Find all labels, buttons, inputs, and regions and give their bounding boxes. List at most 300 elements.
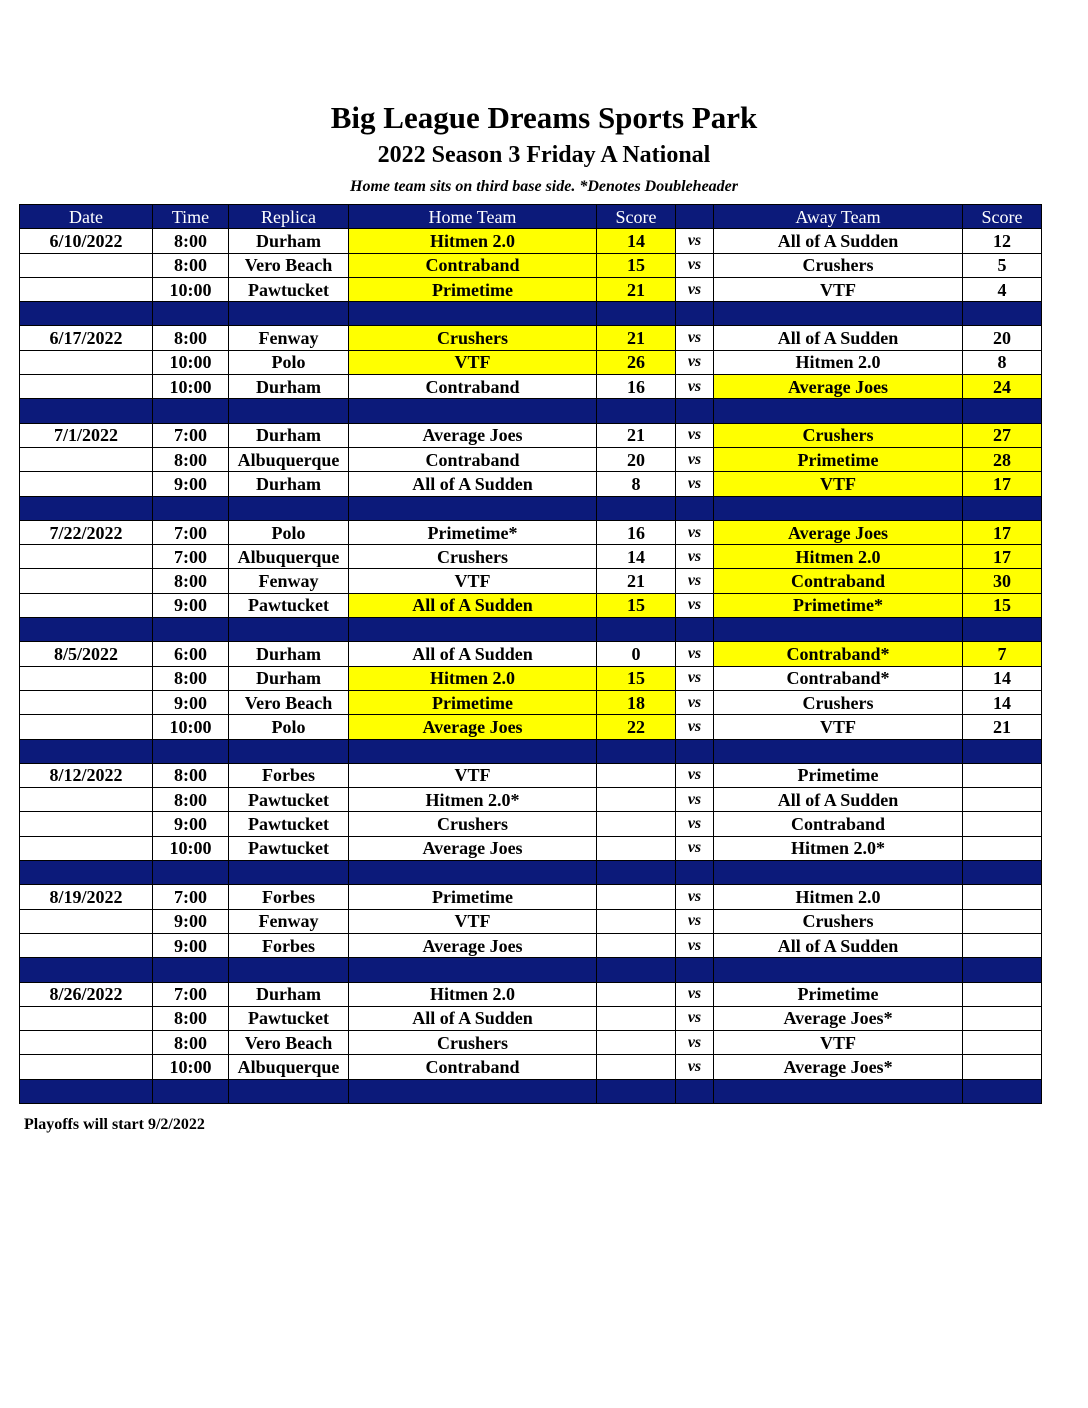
game-date xyxy=(20,350,153,374)
separator-cell xyxy=(963,1079,1042,1103)
away-team: Contraband xyxy=(714,569,963,593)
vs-label: vs xyxy=(676,520,714,544)
game-row xyxy=(20,836,1042,860)
separator-cell xyxy=(20,1079,153,1103)
game-replica: Fenway xyxy=(229,326,349,350)
week-separator-row xyxy=(20,496,1042,520)
vs-label: vs xyxy=(676,690,714,714)
home-score xyxy=(597,763,676,787)
home-score: 15 xyxy=(597,253,676,277)
vs-label: vs xyxy=(676,1006,714,1030)
vs-label: vs xyxy=(676,715,714,739)
away-team: Hitmen 2.0 xyxy=(714,350,963,374)
header-home-score: Score xyxy=(597,205,676,229)
game-replica: Albuquerque xyxy=(229,447,349,471)
vs-label: vs xyxy=(676,593,714,617)
separator-cell xyxy=(714,618,963,642)
vs-label: vs xyxy=(676,545,714,569)
game-date xyxy=(20,375,153,399)
away-team: Hitmen 2.0* xyxy=(714,836,963,860)
home-team: Average Joes xyxy=(349,836,597,860)
separator-cell xyxy=(714,399,963,423)
game-row xyxy=(20,423,1042,447)
separator-cell xyxy=(229,302,349,326)
game-replica: Fenway xyxy=(229,569,349,593)
game-replica: Pawtucket xyxy=(229,593,349,617)
away-team: Crushers xyxy=(714,253,963,277)
vs-label: vs xyxy=(676,642,714,666)
separator-cell xyxy=(20,618,153,642)
separator-cell xyxy=(714,739,963,763)
vs-label: vs xyxy=(676,909,714,933)
game-date: 6/10/2022 xyxy=(20,229,153,253)
schedule-body xyxy=(20,229,1042,1104)
week-separator-row xyxy=(20,861,1042,885)
away-score: 14 xyxy=(963,666,1042,690)
vs-label: vs xyxy=(676,253,714,277)
separator-cell xyxy=(963,496,1042,520)
game-row xyxy=(20,690,1042,714)
separator-cell xyxy=(349,958,597,982)
game-date: 7/22/2022 xyxy=(20,520,153,544)
away-team: Primetime* xyxy=(714,593,963,617)
away-score xyxy=(963,933,1042,957)
game-row xyxy=(20,933,1042,957)
home-team: Average Joes xyxy=(349,423,597,447)
game-replica: Pawtucket xyxy=(229,788,349,812)
game-date: 8/26/2022 xyxy=(20,982,153,1006)
game-time: 10:00 xyxy=(153,375,229,399)
game-replica: Polo xyxy=(229,715,349,739)
game-date xyxy=(20,836,153,860)
home-team: Hitmen 2.0 xyxy=(349,982,597,1006)
game-time: 7:00 xyxy=(153,520,229,544)
game-time: 9:00 xyxy=(153,690,229,714)
game-time: 8:00 xyxy=(153,1006,229,1030)
away-team: Contraband* xyxy=(714,666,963,690)
separator-cell xyxy=(963,618,1042,642)
game-row xyxy=(20,763,1042,787)
away-team: Contraband* xyxy=(714,642,963,666)
away-score: 28 xyxy=(963,447,1042,471)
schedule-note: Home team sits on third base side. *Denotes Doubleheader xyxy=(350,178,738,195)
separator-cell xyxy=(229,861,349,885)
vs-label: vs xyxy=(676,277,714,301)
game-date xyxy=(20,1031,153,1055)
week-separator-row xyxy=(20,302,1042,326)
away-score: 21 xyxy=(963,715,1042,739)
game-row xyxy=(20,982,1042,1006)
game-time: 8:00 xyxy=(153,666,229,690)
away-team: Primetime xyxy=(714,447,963,471)
game-time: 6:00 xyxy=(153,642,229,666)
away-score xyxy=(963,909,1042,933)
game-replica: Forbes xyxy=(229,885,349,909)
home-score: 20 xyxy=(597,447,676,471)
game-replica: Fenway xyxy=(229,909,349,933)
game-time: 7:00 xyxy=(153,423,229,447)
separator-cell xyxy=(153,861,229,885)
separator-cell xyxy=(153,302,229,326)
separator-cell xyxy=(597,399,676,423)
game-date: 8/19/2022 xyxy=(20,885,153,909)
game-time: 10:00 xyxy=(153,350,229,374)
separator-cell xyxy=(229,739,349,763)
game-date xyxy=(20,666,153,690)
game-replica: Polo xyxy=(229,350,349,374)
game-date: 8/5/2022 xyxy=(20,642,153,666)
away-score xyxy=(963,1006,1042,1030)
away-score: 14 xyxy=(963,690,1042,714)
home-team: Primetime* xyxy=(349,520,597,544)
separator-cell xyxy=(714,1079,963,1103)
week-separator-row xyxy=(20,618,1042,642)
page-title: Big League Dreams Sports Park xyxy=(330,100,758,135)
separator-cell xyxy=(349,399,597,423)
home-team: Hitmen 2.0 xyxy=(349,666,597,690)
game-time: 10:00 xyxy=(153,715,229,739)
separator-cell xyxy=(229,399,349,423)
home-score: 21 xyxy=(597,423,676,447)
away-score: 27 xyxy=(963,423,1042,447)
game-date xyxy=(20,472,153,496)
away-score xyxy=(963,885,1042,909)
home-score: 15 xyxy=(597,593,676,617)
separator-cell xyxy=(349,1079,597,1103)
away-score xyxy=(963,812,1042,836)
vs-label: vs xyxy=(676,812,714,836)
home-score: 0 xyxy=(597,642,676,666)
separator-cell xyxy=(229,496,349,520)
vs-label: vs xyxy=(676,666,714,690)
home-team: VTF xyxy=(349,763,597,787)
separator-cell xyxy=(676,618,714,642)
home-team: Contraband xyxy=(349,253,597,277)
game-replica: Vero Beach xyxy=(229,1031,349,1055)
separator-cell xyxy=(963,302,1042,326)
week-separator-row xyxy=(20,399,1042,423)
home-score: 21 xyxy=(597,569,676,593)
game-replica: Durham xyxy=(229,423,349,447)
separator-cell xyxy=(597,958,676,982)
away-team: VTF xyxy=(714,715,963,739)
header-replica: Replica xyxy=(229,205,349,229)
away-score: 30 xyxy=(963,569,1042,593)
away-team: Crushers xyxy=(714,690,963,714)
game-time: 10:00 xyxy=(153,277,229,301)
game-time: 9:00 xyxy=(153,812,229,836)
separator-cell xyxy=(153,496,229,520)
game-time: 8:00 xyxy=(153,788,229,812)
game-date xyxy=(20,1055,153,1079)
home-score xyxy=(597,982,676,1006)
separator-cell xyxy=(676,302,714,326)
home-team: Primetime xyxy=(349,885,597,909)
game-time: 10:00 xyxy=(153,836,229,860)
separator-cell xyxy=(676,958,714,982)
game-row xyxy=(20,545,1042,569)
game-row xyxy=(20,666,1042,690)
home-score: 21 xyxy=(597,277,676,301)
home-team: Average Joes xyxy=(349,715,597,739)
game-replica: Pawtucket xyxy=(229,277,349,301)
game-time: 10:00 xyxy=(153,1055,229,1079)
home-team: Crushers xyxy=(349,545,597,569)
game-date xyxy=(20,812,153,836)
game-time: 7:00 xyxy=(153,545,229,569)
separator-cell xyxy=(349,618,597,642)
game-row xyxy=(20,326,1042,350)
game-time: 8:00 xyxy=(153,326,229,350)
playoffs-note: Playoffs will start 9/2/2022 xyxy=(24,1116,205,1133)
home-score: 18 xyxy=(597,690,676,714)
vs-label: vs xyxy=(676,350,714,374)
game-replica: Pawtucket xyxy=(229,812,349,836)
separator-cell xyxy=(153,1079,229,1103)
separator-cell xyxy=(349,302,597,326)
separator-cell xyxy=(229,618,349,642)
home-score: 14 xyxy=(597,229,676,253)
away-score: 4 xyxy=(963,277,1042,301)
game-time: 8:00 xyxy=(153,569,229,593)
game-time: 8:00 xyxy=(153,1031,229,1055)
game-date xyxy=(20,569,153,593)
game-time: 8:00 xyxy=(153,229,229,253)
header-away-team: Away Team xyxy=(714,205,963,229)
game-replica: Forbes xyxy=(229,763,349,787)
away-team: Crushers xyxy=(714,423,963,447)
game-replica: Durham xyxy=(229,229,349,253)
game-row xyxy=(20,375,1042,399)
home-team: VTF xyxy=(349,569,597,593)
vs-label: vs xyxy=(676,375,714,399)
separator-cell xyxy=(597,302,676,326)
home-team: Crushers xyxy=(349,326,597,350)
game-row xyxy=(20,715,1042,739)
vs-label: vs xyxy=(676,763,714,787)
header-away-score: Score xyxy=(963,205,1042,229)
separator-cell xyxy=(20,861,153,885)
away-team: Contraband xyxy=(714,812,963,836)
home-score xyxy=(597,933,676,957)
away-team: All of A Sudden xyxy=(714,229,963,253)
game-date xyxy=(20,545,153,569)
separator-cell xyxy=(20,399,153,423)
game-date xyxy=(20,933,153,957)
home-team: Primetime xyxy=(349,277,597,301)
home-score xyxy=(597,1031,676,1055)
away-team: Average Joes xyxy=(714,520,963,544)
game-time: 9:00 xyxy=(153,472,229,496)
away-team: Average Joes* xyxy=(714,1055,963,1079)
game-date xyxy=(20,253,153,277)
home-team: Hitmen 2.0 xyxy=(349,229,597,253)
game-row xyxy=(20,277,1042,301)
game-row xyxy=(20,593,1042,617)
game-replica: Durham xyxy=(229,666,349,690)
game-row xyxy=(20,1031,1042,1055)
vs-label: vs xyxy=(676,229,714,253)
game-time: 7:00 xyxy=(153,982,229,1006)
separator-cell xyxy=(229,1079,349,1103)
home-score xyxy=(597,885,676,909)
game-row xyxy=(20,1006,1042,1030)
game-time: 8:00 xyxy=(153,447,229,471)
game-replica: Albuquerque xyxy=(229,1055,349,1079)
away-team: Primetime xyxy=(714,982,963,1006)
vs-label: vs xyxy=(676,788,714,812)
separator-cell xyxy=(676,399,714,423)
vs-label: vs xyxy=(676,933,714,957)
vs-label: vs xyxy=(676,982,714,1006)
game-replica: Albuquerque xyxy=(229,545,349,569)
game-row xyxy=(20,253,1042,277)
vs-label: vs xyxy=(676,447,714,471)
away-team: Hitmen 2.0 xyxy=(714,885,963,909)
vs-label: vs xyxy=(676,836,714,860)
separator-cell xyxy=(597,739,676,763)
separator-cell xyxy=(20,739,153,763)
game-replica: Pawtucket xyxy=(229,1006,349,1030)
game-replica: Durham xyxy=(229,375,349,399)
away-team: Hitmen 2.0 xyxy=(714,545,963,569)
header-vs xyxy=(676,205,714,229)
away-score xyxy=(963,788,1042,812)
game-replica: Vero Beach xyxy=(229,690,349,714)
away-score: 5 xyxy=(963,253,1042,277)
away-score xyxy=(963,763,1042,787)
header-time: Time xyxy=(153,205,229,229)
game-date xyxy=(20,447,153,471)
page-subtitle: 2022 Season 3 Friday A National xyxy=(377,142,711,168)
away-score: 17 xyxy=(963,472,1042,496)
separator-cell xyxy=(714,496,963,520)
vs-label: vs xyxy=(676,326,714,350)
vs-label: vs xyxy=(676,885,714,909)
game-row xyxy=(20,1055,1042,1079)
home-team: All of A Sudden xyxy=(349,593,597,617)
away-team: All of A Sudden xyxy=(714,933,963,957)
home-team: VTF xyxy=(349,909,597,933)
game-time: 8:00 xyxy=(153,763,229,787)
home-team: Hitmen 2.0* xyxy=(349,788,597,812)
header-date: Date xyxy=(20,205,153,229)
separator-cell xyxy=(963,739,1042,763)
vs-label: vs xyxy=(676,472,714,496)
game-row xyxy=(20,472,1042,496)
away-score xyxy=(963,1055,1042,1079)
separator-cell xyxy=(153,739,229,763)
game-time: 9:00 xyxy=(153,593,229,617)
game-replica: Vero Beach xyxy=(229,253,349,277)
home-team: Crushers xyxy=(349,1031,597,1055)
game-date xyxy=(20,788,153,812)
away-team: VTF xyxy=(714,277,963,301)
home-team: Contraband xyxy=(349,375,597,399)
separator-cell xyxy=(153,399,229,423)
home-score xyxy=(597,1006,676,1030)
week-separator-row xyxy=(20,739,1042,763)
separator-cell xyxy=(597,496,676,520)
separator-cell xyxy=(676,496,714,520)
game-date: 7/1/2022 xyxy=(20,423,153,447)
game-row xyxy=(20,520,1042,544)
separator-cell xyxy=(20,496,153,520)
away-team: All of A Sudden xyxy=(714,326,963,350)
home-team: All of A Sudden xyxy=(349,642,597,666)
home-score xyxy=(597,788,676,812)
away-score: 24 xyxy=(963,375,1042,399)
home-score: 15 xyxy=(597,666,676,690)
vs-label: vs xyxy=(676,569,714,593)
table-header-row xyxy=(20,205,1042,229)
game-row xyxy=(20,812,1042,836)
home-score: 21 xyxy=(597,326,676,350)
home-score: 16 xyxy=(597,375,676,399)
away-score: 12 xyxy=(963,229,1042,253)
away-score: 17 xyxy=(963,545,1042,569)
game-date: 6/17/2022 xyxy=(20,326,153,350)
game-date xyxy=(20,690,153,714)
home-score: 26 xyxy=(597,350,676,374)
away-score: 7 xyxy=(963,642,1042,666)
separator-cell xyxy=(676,739,714,763)
week-separator-row xyxy=(20,958,1042,982)
home-score: 16 xyxy=(597,520,676,544)
separator-cell xyxy=(20,302,153,326)
away-score: 17 xyxy=(963,520,1042,544)
separator-cell xyxy=(714,302,963,326)
separator-cell xyxy=(597,1079,676,1103)
game-date xyxy=(20,1006,153,1030)
home-team: Contraband xyxy=(349,1055,597,1079)
separator-cell xyxy=(714,958,963,982)
home-score: 8 xyxy=(597,472,676,496)
away-team: Average Joes xyxy=(714,375,963,399)
home-score xyxy=(597,812,676,836)
game-row xyxy=(20,229,1042,253)
away-score xyxy=(963,836,1042,860)
game-row xyxy=(20,909,1042,933)
game-date: 8/12/2022 xyxy=(20,763,153,787)
separator-cell xyxy=(676,1079,714,1103)
game-date xyxy=(20,909,153,933)
separator-cell xyxy=(714,861,963,885)
separator-cell xyxy=(963,958,1042,982)
vs-label: vs xyxy=(676,1055,714,1079)
game-row xyxy=(20,447,1042,471)
game-row xyxy=(20,569,1042,593)
home-team: All of A Sudden xyxy=(349,1006,597,1030)
away-team: All of A Sudden xyxy=(714,788,963,812)
away-team: VTF xyxy=(714,1031,963,1055)
game-row xyxy=(20,788,1042,812)
separator-cell xyxy=(229,958,349,982)
header-home-team: Home Team xyxy=(349,205,597,229)
game-replica: Durham xyxy=(229,472,349,496)
away-team: Crushers xyxy=(714,909,963,933)
separator-cell xyxy=(676,861,714,885)
vs-label: vs xyxy=(676,1031,714,1055)
game-time: 9:00 xyxy=(153,909,229,933)
game-replica: Pawtucket xyxy=(229,836,349,860)
home-team: Average Joes xyxy=(349,933,597,957)
away-score: 8 xyxy=(963,350,1042,374)
week-separator-row xyxy=(20,1079,1042,1103)
away-score xyxy=(963,1031,1042,1055)
game-date xyxy=(20,715,153,739)
separator-cell xyxy=(153,958,229,982)
